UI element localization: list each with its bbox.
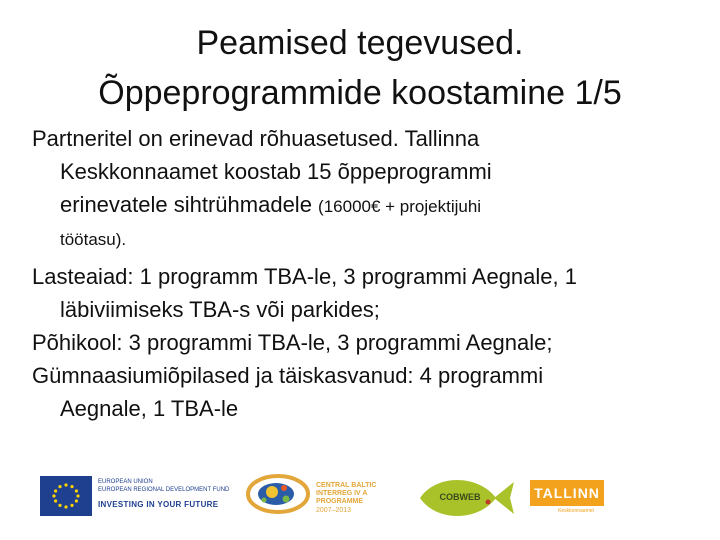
sponsor-logos: [40, 470, 680, 530]
paragraph-line: [32, 155, 692, 188]
eu-slogan: INVESTING IN YOUR FUTURE: [98, 500, 219, 509]
slide-body: [32, 122, 692, 425]
paragraph-basic-school: [32, 326, 692, 359]
central-baltic-logo: [246, 470, 396, 528]
paragraph-line: Lasteaiad: 1 programm TBA-le, 3 programmi Aegnale, 1: [32, 264, 577, 289]
tallinn-subtitle: Keskkonnaamet: [558, 508, 594, 514]
tallinn-logo: [530, 480, 604, 520]
cobweb-logo: [416, 472, 516, 524]
eu-name: EUROPEAN UNION: [98, 479, 153, 485]
cb-line: CENTRAL BALTIC: [316, 482, 377, 489]
eu-text: [98, 478, 238, 512]
budget-note-cont: töötasu).: [60, 230, 127, 249]
slide-title: [0, 18, 720, 118]
eu-fund: EUROPEAN REGIONAL DEVELOPMENT FUND: [98, 487, 230, 493]
central-baltic-text: [316, 482, 396, 515]
eu-flag-icon: [40, 476, 92, 516]
cb-years: 2007–2013: [316, 507, 352, 514]
paragraph-text: erinevatele sihtrühmadele: [60, 192, 319, 217]
paragraph-line: [32, 188, 692, 223]
cb-line: PROGRAMME: [316, 498, 364, 505]
budget-note: (16000€ + projektijuhi: [318, 197, 482, 216]
cobweb-wordmark: COBWEB: [439, 492, 481, 502]
paragraph-line: Aegnale, 1 TBA-le: [60, 396, 239, 421]
paragraph-kindergartens: [32, 260, 692, 326]
paragraph-line: läbiviimiseks TBA-s või parkides;: [60, 297, 380, 322]
paragraph-line: Partneritel on erinevad rõhuasetused. Tallinna: [32, 126, 480, 151]
paragraph-line: Põhikool: 3 programmi TBA-le, 3 programmi Aegnale;: [32, 330, 553, 355]
title-line-2: Õppeprogrammide koostamine 1/5: [98, 74, 622, 112]
central-baltic-icon: [246, 472, 310, 516]
tallinn-wordmark: TALLINN: [530, 480, 604, 506]
eu-logo: [40, 476, 240, 516]
paragraph-line: Gümnaasiumiõpilased ja täiskasvanud: 4 programmi: [32, 363, 544, 388]
eu-stars-icon: [48, 482, 84, 510]
paragraph-partners: [32, 122, 692, 256]
title-line-1: Peamised tegevused.: [196, 24, 524, 62]
cb-line: INTERREG IV A: [316, 490, 368, 497]
paragraph-text: Keskkonnaamet koostab 15 õppeprogrammi: [60, 159, 492, 184]
paragraph-gymnasium: [32, 359, 692, 425]
